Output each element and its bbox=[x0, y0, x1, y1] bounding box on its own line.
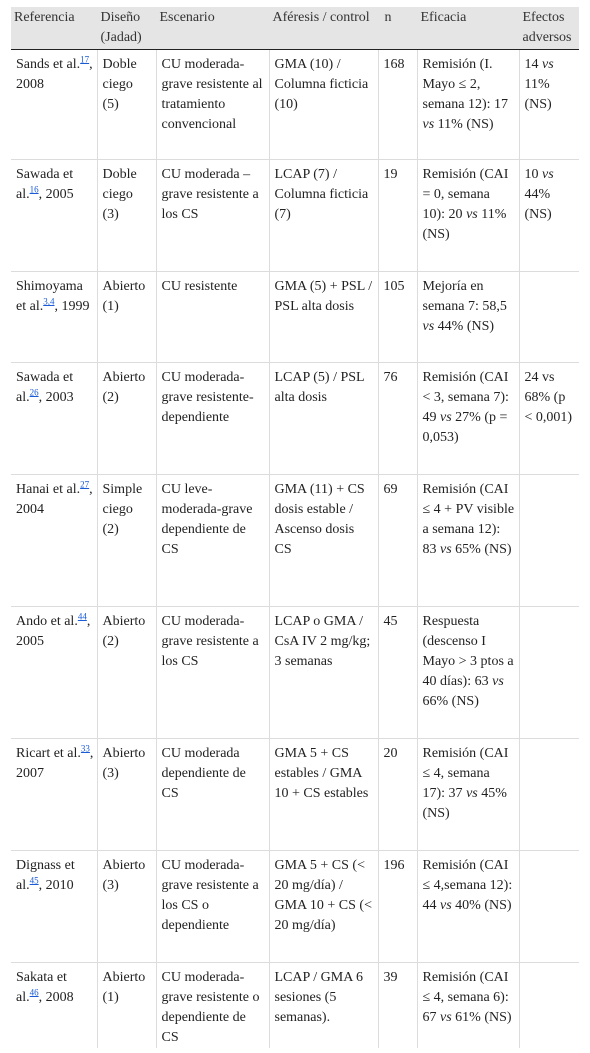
cell-referencia bbox=[11, 851, 97, 963]
cell-efectos bbox=[519, 160, 579, 272]
efficacy-text: Remisión (CAI ≤ 4 + PV visible a semana 12): 83 bbox=[422, 482, 515, 557]
cell-aferesis: GMA 5 + CS estables / GMA 10 + CS estables bbox=[269, 739, 378, 851]
efficacy-result: 66% (NS) bbox=[422, 694, 479, 709]
cell-eficacia bbox=[417, 607, 519, 739]
cell-efectos bbox=[519, 50, 579, 160]
citation-sup[interactable] bbox=[30, 875, 39, 885]
citation-sup[interactable] bbox=[30, 387, 39, 397]
cell-eficacia bbox=[417, 363, 519, 475]
table-row bbox=[11, 363, 579, 475]
efficacy-text: Remisión (I. Mayo ≤ 2, semana 12): 17 bbox=[422, 57, 509, 112]
table-row bbox=[11, 160, 579, 272]
efficacy-vs: vs bbox=[422, 117, 435, 132]
efficacy-text: Mejoría en semana 7: 58,5 bbox=[422, 279, 507, 314]
cell-aferesis: LCAP (7) / Columna ficticia (7) bbox=[269, 160, 378, 272]
table-row bbox=[11, 851, 579, 963]
cell-referencia bbox=[11, 50, 97, 160]
author-text: Shimoyama et al. bbox=[16, 279, 83, 314]
cell-n: 76 bbox=[378, 363, 417, 475]
cell-escenario: CU moderada-grave resistente al tratamiento convencional bbox=[156, 50, 269, 160]
citation-sup[interactable] bbox=[78, 611, 87, 621]
efficacy-text: Remisión (CAI ≤ 4, semana 17): 37 bbox=[422, 746, 509, 801]
cell-diseno: Doble ciego (3) bbox=[97, 160, 156, 272]
cell-escenario: CU moderada-grave resistente a los CS bbox=[156, 607, 269, 739]
efficacy-vs: vs bbox=[466, 786, 478, 801]
efficacy-vs: vs bbox=[466, 207, 478, 222]
efficacy-result: 45% (NS) bbox=[422, 786, 507, 821]
citation-sup[interactable] bbox=[43, 296, 54, 306]
cell-aferesis: GMA (11) + CS dosis estable / Ascenso dosis CS bbox=[269, 475, 378, 607]
citation-sup[interactable] bbox=[81, 743, 90, 753]
header-referencia: Referencia bbox=[11, 7, 97, 50]
cell-referencia bbox=[11, 363, 97, 475]
table-row bbox=[11, 475, 579, 607]
efficacy-result: 65% (NS) bbox=[451, 542, 512, 557]
adverse-text: 10 bbox=[524, 167, 542, 182]
year-text: , 1999 bbox=[54, 299, 90, 314]
cell-eficacia bbox=[417, 739, 519, 851]
table-row bbox=[11, 50, 579, 160]
efficacy-text: Remisión (CAI < 3, semana 7): 49 bbox=[422, 370, 509, 425]
cell-efectos bbox=[519, 739, 579, 851]
year-text: , 2007 bbox=[16, 746, 94, 781]
efficacy-vs: vs bbox=[440, 1010, 452, 1025]
efficacy-vs: vs bbox=[440, 542, 452, 557]
cell-diseno: Abierto (3) bbox=[97, 851, 156, 963]
cell-aferesis: GMA (5) + PSL / PSL alta dosis bbox=[269, 272, 378, 363]
table-body bbox=[11, 50, 579, 1049]
cell-n: 19 bbox=[378, 160, 417, 272]
cell-escenario: CU moderada dependiente de CS bbox=[156, 739, 269, 851]
citation-sup[interactable] bbox=[80, 479, 89, 489]
header-escenario: Escenario bbox=[156, 7, 269, 50]
citation-link[interactable]: 3,4 bbox=[43, 296, 55, 307]
table-row bbox=[11, 607, 579, 739]
citation-sup[interactable] bbox=[30, 184, 39, 194]
adverse-vs: vs bbox=[542, 167, 554, 182]
year-text: , 2005 bbox=[16, 614, 91, 649]
citation-link[interactable]: 44 bbox=[77, 611, 87, 622]
author-text: Sawada et al. bbox=[16, 167, 74, 202]
cell-diseno: Doble ciego (5) bbox=[97, 50, 156, 160]
cell-eficacia bbox=[417, 475, 519, 607]
cell-efectos bbox=[519, 963, 579, 1049]
adverse-text: 24 vs 68% (p < 0,001) bbox=[524, 370, 573, 425]
adverse-result: 44% (NS) bbox=[524, 187, 552, 222]
cell-escenario: CU moderada-grave resistente o dependiente de CS bbox=[156, 963, 269, 1049]
citation-link[interactable]: 27 bbox=[80, 479, 90, 490]
citation-sup[interactable] bbox=[80, 54, 89, 64]
cell-n: 105 bbox=[378, 272, 417, 363]
cell-n: 69 bbox=[378, 475, 417, 607]
cell-n: 196 bbox=[378, 851, 417, 963]
cell-n: 45 bbox=[378, 607, 417, 739]
cell-efectos bbox=[519, 607, 579, 739]
cell-escenario: CU moderada-grave resistente-dependiente bbox=[156, 363, 269, 475]
cell-n: 20 bbox=[378, 739, 417, 851]
table-row bbox=[11, 272, 579, 363]
year-text: , 2008 bbox=[38, 990, 74, 1005]
cell-escenario: CU moderada – grave resistente a los CS bbox=[156, 160, 269, 272]
author-text: Hanai et al. bbox=[16, 482, 81, 497]
cell-eficacia bbox=[417, 963, 519, 1049]
citation-sup[interactable] bbox=[30, 987, 39, 997]
cell-referencia bbox=[11, 475, 97, 607]
adverse-result: 11% (NS) bbox=[524, 77, 552, 112]
author-text: Sakata et al. bbox=[16, 970, 67, 1005]
cell-eficacia bbox=[417, 851, 519, 963]
efficacy-text: Remisión (CAI ≤ 4, semana 6): 67 bbox=[422, 970, 509, 1025]
header-eficacia: Eficacia bbox=[417, 7, 519, 50]
efficacy-vs: vs bbox=[492, 674, 504, 689]
efficacy-text: Remisión (CAI = 0, semana 10): 20 bbox=[422, 167, 509, 222]
efficacy-result: 27% (p = 0,053) bbox=[422, 410, 508, 445]
efficacy-result: 44% (NS) bbox=[434, 319, 495, 334]
cell-n: 39 bbox=[378, 963, 417, 1049]
adverse-vs: vs bbox=[542, 57, 554, 72]
citation-link[interactable]: 45 bbox=[29, 875, 39, 886]
citation-link[interactable]: 33 bbox=[80, 743, 90, 754]
author-text: Dignass et al. bbox=[16, 858, 75, 893]
efficacy-text: Respuesta (descenso I Mayo > 3 ptos a 40 días): 63 bbox=[422, 614, 514, 689]
efficacy-text: Remisión (CAI ≤ 4,semana 12): 44 bbox=[422, 858, 513, 913]
header-aferesis: Aféresis / control bbox=[269, 7, 378, 50]
cell-aferesis: LCAP / GMA 6 sesiones (5 semanas). bbox=[269, 963, 378, 1049]
cell-efectos bbox=[519, 272, 579, 363]
citation-link[interactable]: 16 bbox=[29, 184, 39, 195]
cell-referencia bbox=[11, 607, 97, 739]
cell-aferesis: LCAP o GMA / CsA IV 2 mg/kg; 3 semanas bbox=[269, 607, 378, 739]
cell-referencia bbox=[11, 963, 97, 1049]
table-row bbox=[11, 739, 579, 851]
author-text: Ricart et al. bbox=[16, 746, 81, 761]
cell-eficacia bbox=[417, 272, 519, 363]
cell-escenario: CU leve-moderada-grave dependiente de CS bbox=[156, 475, 269, 607]
header-n: n bbox=[378, 7, 417, 50]
cell-diseno: Abierto (2) bbox=[97, 363, 156, 475]
cell-diseno: Abierto (1) bbox=[97, 272, 156, 363]
author-text: Sawada et al. bbox=[16, 370, 74, 405]
cell-aferesis: GMA 5 + CS (< 20 mg/día) / GMA 10 + CS (< 20 mg/día) bbox=[269, 851, 378, 963]
cell-diseno: Abierto (3) bbox=[97, 739, 156, 851]
table-row bbox=[11, 963, 579, 1049]
author-text: Ando et al. bbox=[16, 614, 78, 629]
author-text: Sands et al. bbox=[16, 57, 81, 72]
cell-escenario: CU moderada-grave resistente a los CS o dependiente bbox=[156, 851, 269, 963]
citation-link[interactable]: 26 bbox=[29, 387, 39, 398]
efficacy-result: 40% (NS) bbox=[451, 898, 512, 913]
cell-eficacia bbox=[417, 50, 519, 160]
year-text: , 2005 bbox=[38, 187, 74, 202]
cell-escenario: CU resistente bbox=[156, 272, 269, 363]
cell-efectos bbox=[519, 363, 579, 475]
year-text: , 2004 bbox=[16, 482, 93, 517]
efficacy-vs: vs bbox=[440, 898, 452, 913]
cell-diseno: Abierto (2) bbox=[97, 607, 156, 739]
efficacy-result: 11% (NS) bbox=[422, 207, 507, 242]
cell-efectos bbox=[519, 475, 579, 607]
cell-referencia bbox=[11, 739, 97, 851]
adverse-text: 14 bbox=[524, 57, 542, 72]
year-text: , 2010 bbox=[38, 878, 74, 893]
efficacy-result: 11% (NS) bbox=[434, 117, 494, 132]
citation-link[interactable]: 17 bbox=[80, 54, 90, 65]
cell-aferesis: GMA (10) / Columna ficticia (10) bbox=[269, 50, 378, 160]
cell-efectos bbox=[519, 851, 579, 963]
cell-n: 168 bbox=[378, 50, 417, 160]
year-text: , 2008 bbox=[16, 57, 93, 92]
citation-link[interactable]: 46 bbox=[29, 987, 39, 998]
cell-referencia bbox=[11, 272, 97, 363]
cell-eficacia bbox=[417, 160, 519, 272]
header-efectos: Efectos adversos bbox=[519, 7, 579, 50]
efficacy-result: 61% (NS) bbox=[451, 1010, 512, 1025]
cell-diseno: Simple ciego (2) bbox=[97, 475, 156, 607]
apheresis-trials-table bbox=[11, 7, 579, 1048]
cell-diseno: Abierto (1) bbox=[97, 963, 156, 1049]
cell-referencia bbox=[11, 160, 97, 272]
year-text: , 2003 bbox=[38, 390, 74, 405]
header-row bbox=[11, 7, 579, 50]
efficacy-vs: vs bbox=[422, 319, 435, 334]
efficacy-vs: vs bbox=[440, 410, 452, 425]
header-diseno: Diseño (Jadad) bbox=[97, 7, 156, 50]
cell-aferesis: LCAP (5) / PSL alta dosis bbox=[269, 363, 378, 475]
